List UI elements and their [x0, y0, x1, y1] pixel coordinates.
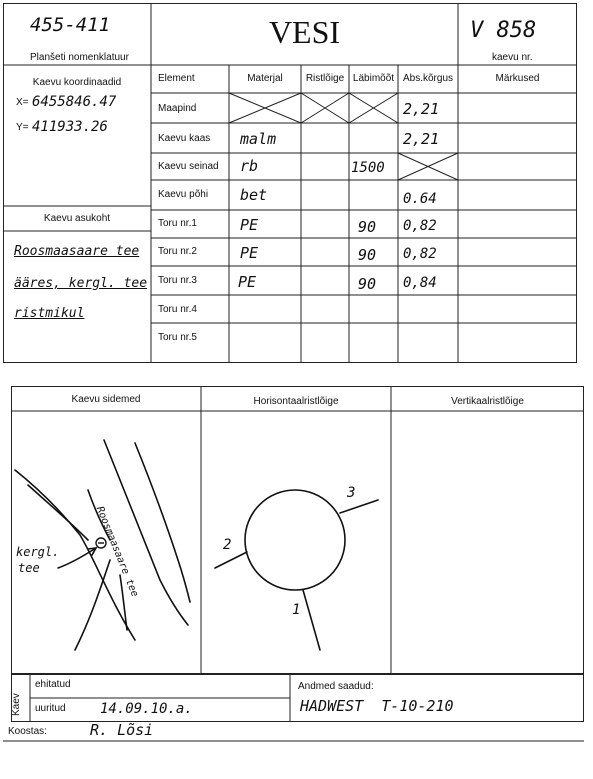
- location-line-2: ääres, kergl. tee: [14, 276, 148, 291]
- andmed-label: Andmed saadud:: [298, 681, 374, 692]
- section-vertikaal: Vertikaalristlõige: [451, 396, 524, 407]
- row-element: Kaevu seinad: [158, 161, 219, 172]
- row-element: Kaevu põhi: [158, 189, 209, 200]
- sketch-side-label-1: kergl.: [16, 545, 60, 559]
- col-header-abs: Abs.kõrgus: [402, 73, 454, 84]
- row-labimoot: 90: [358, 246, 377, 264]
- well-number: V 858: [470, 18, 537, 43]
- y-prefix: Y=: [16, 122, 29, 133]
- kaev-label: Kaev: [11, 693, 22, 716]
- well-symbol: [96, 538, 106, 548]
- col-header-materjal: Materjal: [247, 73, 283, 84]
- row-materjal: PE: [238, 273, 257, 291]
- row-element: Toru nr.1: [158, 218, 197, 229]
- row-materjal: bet: [240, 186, 268, 204]
- row-element: Toru nr.2: [158, 246, 197, 257]
- row-labimoot: 90: [358, 275, 377, 293]
- location-label: Kaevu asukoht: [43, 213, 111, 224]
- row-abs: 2,21: [403, 130, 440, 148]
- ehitatud-label: ehitatud: [35, 679, 71, 690]
- row-element: Toru nr.4: [158, 304, 197, 315]
- row-materjal: malm: [240, 130, 277, 148]
- sketch-side-label-2: tee: [18, 561, 40, 575]
- row-abs: 0,82: [403, 246, 437, 262]
- row-abs: 0,84: [403, 275, 437, 291]
- section-sidemed: Kaevu sidemed: [71, 394, 141, 405]
- coords-label: Kaevu koordinaadid: [32, 77, 122, 88]
- row-labimoot: 1500: [351, 160, 385, 176]
- col-header-element: Element: [158, 73, 195, 84]
- andmed-value: HADWEST T-10-210: [300, 697, 454, 715]
- row-materjal: rb: [240, 157, 259, 175]
- uuritud-label: uuritud: [35, 703, 66, 714]
- row-abs: 0,82: [403, 218, 437, 234]
- pipe-label-3: 3: [347, 485, 356, 501]
- sketch-road-name: Roosmaasaare tee: [93, 505, 141, 599]
- row-materjal: PE: [240, 216, 259, 234]
- y-value: 411933.26: [32, 119, 108, 135]
- page-title: VESI: [268, 14, 341, 50]
- row-abs: 2,21: [403, 100, 440, 118]
- x-value: 6455846.47: [32, 94, 117, 110]
- pipe-label-2: 2: [223, 537, 232, 553]
- col-header-ristloige: Ristlõige: [305, 73, 345, 84]
- x-prefix: X=: [16, 97, 29, 108]
- well-number-label: kaevu nr.: [492, 52, 533, 63]
- row-element: Toru nr.3: [158, 275, 197, 286]
- row-abs: 0.64: [403, 191, 437, 207]
- pipe-3-line: [340, 500, 378, 513]
- pipe-2-line: [215, 552, 247, 568]
- pipe-1-line: [303, 590, 320, 650]
- row-materjal: PE: [240, 244, 259, 262]
- uuritud-value: 14.09.10.a.: [100, 701, 193, 717]
- col-header-markused: Märkused: [495, 73, 540, 84]
- plan-number: 455-411: [30, 14, 111, 36]
- row-labimoot: 90: [358, 218, 377, 236]
- section-horisontaal: Horisontaalristlõige: [253, 396, 339, 407]
- location-line-1: Roosmaasaare tee: [14, 244, 140, 259]
- koostas-value: R. Lõsi: [90, 721, 154, 739]
- plan-label: Planšeti nomenklatuur: [30, 52, 129, 63]
- koostas-label: Koostas:: [8, 726, 47, 737]
- row-element: Maapind: [158, 103, 197, 114]
- row-element: Toru nr.5: [158, 332, 197, 343]
- row-element: Kaevu kaas: [158, 133, 211, 144]
- pipe-label-1: 1: [292, 602, 301, 618]
- location-line-3: ristmikul: [14, 306, 85, 321]
- well-circle: [245, 490, 345, 590]
- col-header-labimoot: Läbimõõt: [352, 73, 395, 84]
